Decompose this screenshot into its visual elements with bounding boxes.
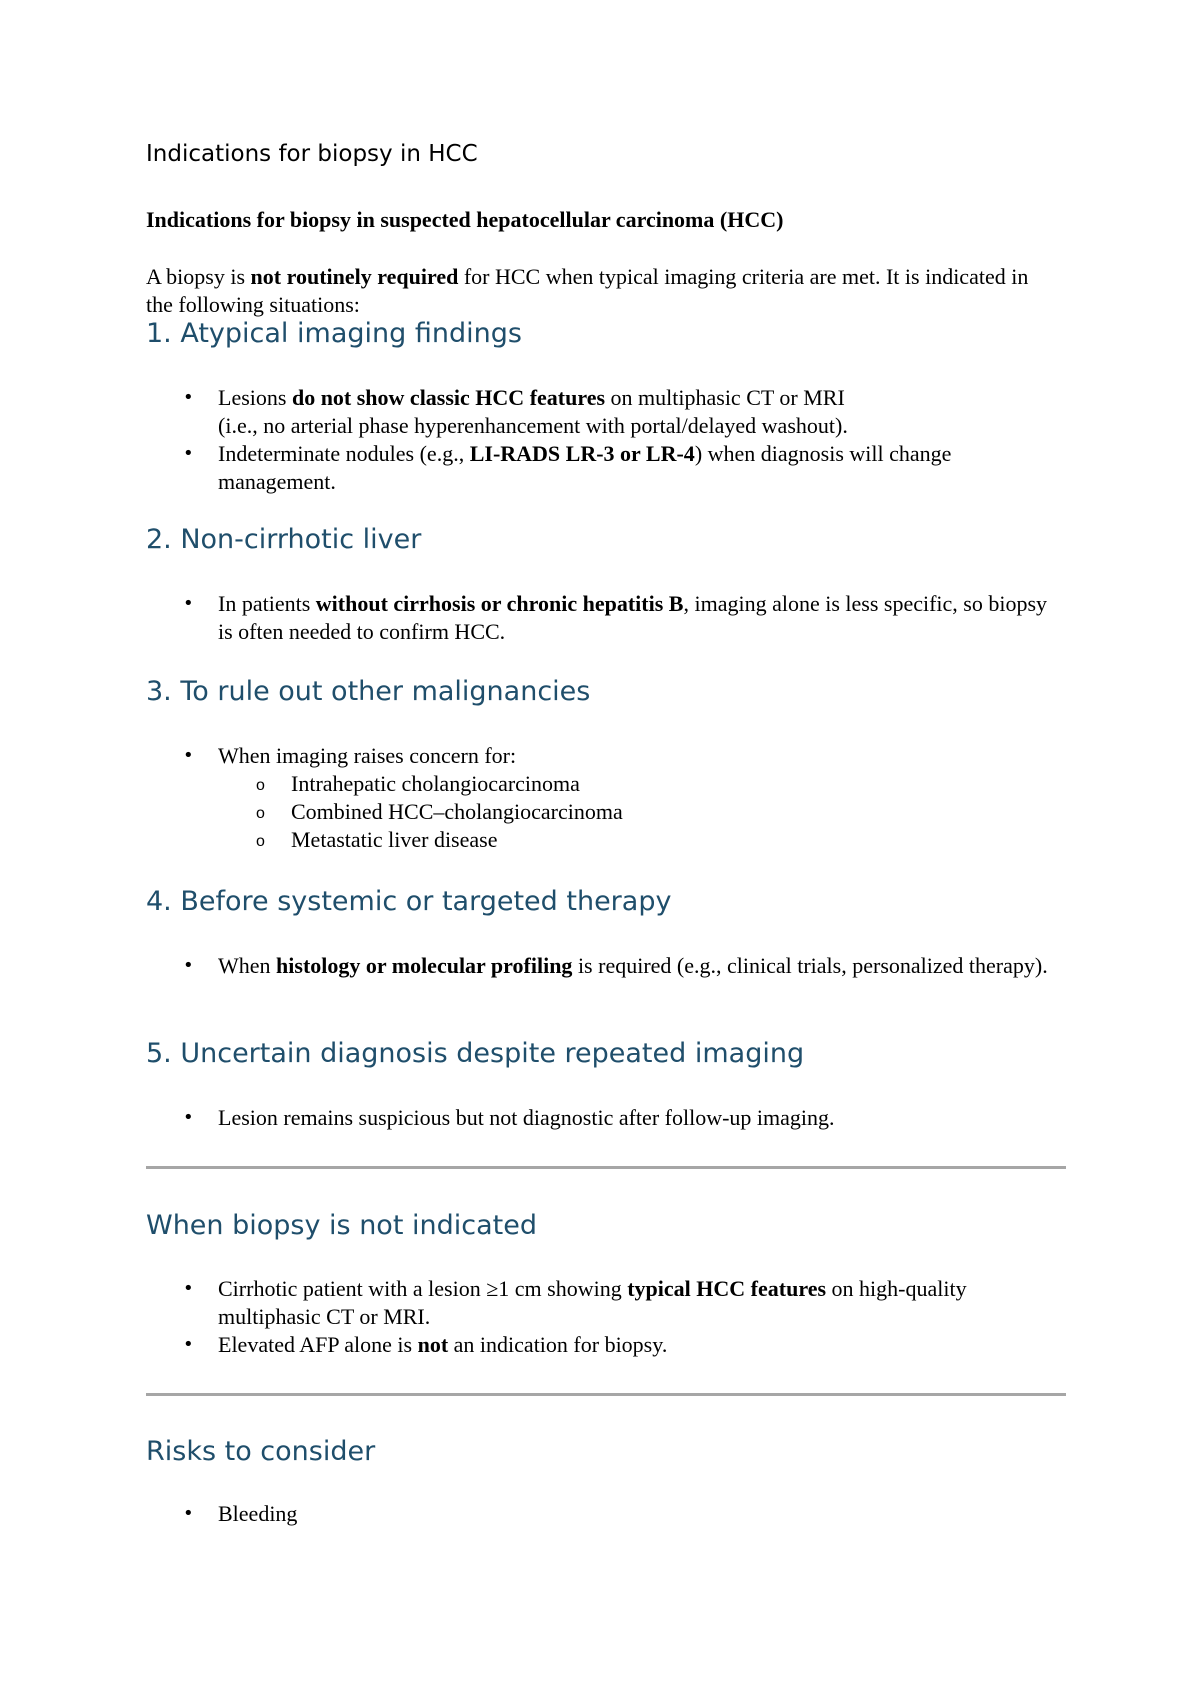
bullet-icon: • — [183, 955, 194, 976]
sub-list — [218, 770, 1066, 854]
section-heading-systemic-therapy: 4. Before systemic or targeted therapy — [146, 886, 672, 917]
section-list-atypical-imaging — [146, 384, 1066, 496]
bullet-icon: • — [183, 1107, 194, 1128]
bullet-icon: • — [183, 593, 194, 614]
list-item: • When imaging raises concern for: o Intrahepatic cholangiocarcinoma o Combined HCC–cholangiocarcinoma o Metastatic liver disease — [146, 742, 1066, 854]
section-heading-not-indicated: When biopsy is not indicated — [146, 1210, 537, 1241]
list-item: • When histology or molecular profiling is required (e.g., clinical trials, personalized therapy). — [183, 953, 1048, 978]
bullet-icon: • — [183, 387, 194, 408]
bullet-icon: • — [183, 1278, 194, 1299]
section-list-risks — [146, 1500, 1066, 1528]
list-item: • Lesions do not show classic HCC features on multiphasic CT or MRI (i.e., no arterial phase hyperenhancement with portal/delayed washout). — [183, 385, 848, 438]
section-heading-atypical-imaging: 1. Atypical imaging findings — [146, 318, 522, 349]
section-heading-other-malignancies: 3. To rule out other malignancies — [146, 676, 591, 707]
sub-bullet-icon: o — [256, 833, 265, 850]
bullet-icon: • — [183, 443, 194, 464]
sub-list-item: o Metastatic liver disease — [146, 826, 1066, 854]
section-list-systemic-therapy — [146, 952, 1066, 980]
horizontal-rule — [146, 1166, 1066, 1169]
bullet-icon: • — [183, 1503, 194, 1524]
section-list-not-indicated — [146, 1275, 1066, 1359]
list-item: • In patients without cirrhosis or chronic hepatitis B, imaging alone is less specific, so biopsy is often needed to confirm HCC. — [183, 591, 1048, 644]
intro-paragraph: A biopsy is not routinely required for HCC when typical imaging criteria are met. It is indicated in the following situations: — [146, 264, 1029, 317]
section-heading-risks: Risks to consider — [146, 1436, 376, 1467]
list-item: • Bleeding — [183, 1501, 298, 1526]
sub-bullet-icon: o — [256, 777, 265, 794]
list-item: • Cirrhotic patient with a lesion ≥1 cm showing typical HCC features on high-quality multiphasic CT or MRI. — [183, 1276, 967, 1329]
section-heading-uncertain-diagnosis: 5. Uncertain diagnosis despite repeated imaging — [146, 1038, 805, 1069]
document-title: Indications for biopsy in HCC — [146, 141, 478, 167]
sub-bullet-icon: o — [256, 805, 265, 822]
document-subtitle: Indications for biopsy in suspected hepatocellular carcinoma (HCC) — [146, 207, 784, 232]
sub-list-item: o Intrahepatic cholangiocarcinoma — [146, 770, 1066, 798]
list-item: • Elevated AFP alone is not an indication for biopsy. — [183, 1332, 668, 1357]
horizontal-rule — [146, 1393, 1066, 1396]
section-list-other-malignancies — [146, 742, 1066, 854]
section-list-uncertain-diagnosis — [146, 1104, 1066, 1132]
list-item: • Indeterminate nodules (e.g., LI-RADS LR-3 or LR-4) when diagnosis will change management. — [183, 441, 952, 494]
list-item: • Lesion remains suspicious but not diagnostic after follow-up imaging. — [183, 1105, 835, 1130]
bullet-icon: • — [183, 745, 194, 766]
sub-list-item: o Combined HCC–cholangiocarcinoma — [146, 798, 1066, 826]
section-heading-non-cirrhotic: 2. Non-cirrhotic liver — [146, 524, 422, 555]
section-list-non-cirrhotic — [146, 590, 1066, 646]
bullet-icon: • — [183, 1334, 194, 1355]
